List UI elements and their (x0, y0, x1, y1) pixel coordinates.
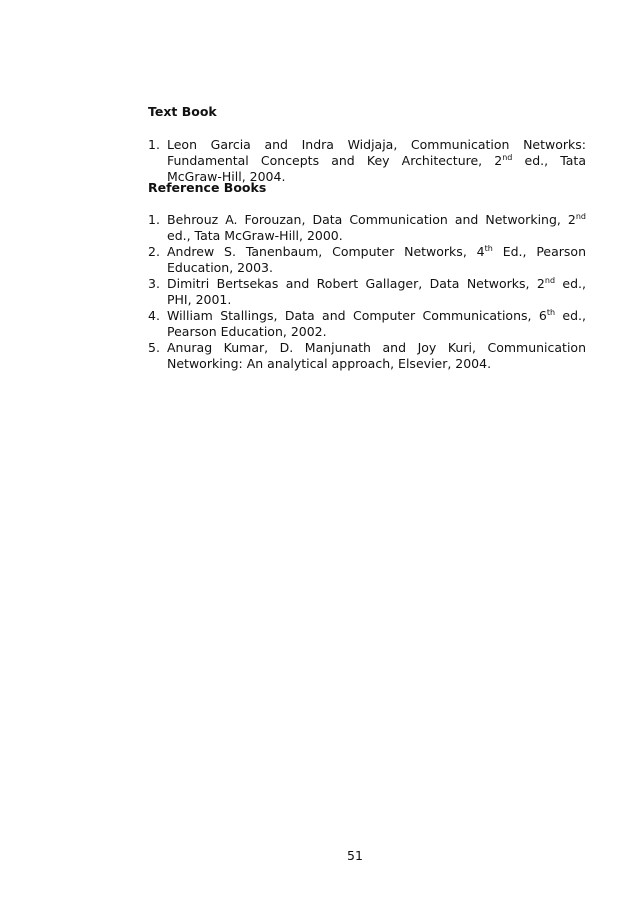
item-superscript: nd (575, 211, 586, 221)
item-text-rest: ed., Pearson Education, 2002. (167, 308, 587, 339)
list-item (148, 137, 586, 185)
item-text (167, 137, 586, 185)
item-text (167, 276, 586, 308)
list-item (148, 276, 586, 308)
item-text-rest: ed., PHI, 2001. (167, 276, 587, 307)
item-number: 3. (148, 276, 160, 291)
item-text-main: Andrew S. Tanenbaum, Computer Networks, 4 (167, 244, 485, 259)
reference-books-list (148, 212, 586, 372)
item-text-main: Behrouz A. Forouzan, Data Communication and Networking, 2 (167, 212, 576, 227)
list-item (148, 244, 586, 276)
item-text-rest: Ed., Pearson Education, 2003. (167, 244, 586, 275)
item-text-main: William Stallings, Data and Computer Communications, 6 (167, 308, 547, 323)
item-text-rest: ed., Tata McGraw-Hill, 2004. (167, 153, 586, 184)
item-text (167, 212, 586, 244)
list-item (148, 340, 586, 372)
text-book-heading: Text Book (148, 104, 217, 119)
item-number: 4. (148, 308, 160, 323)
item-text-main: Leon Garcia and Indra Widjaja, Communication Networks: Fundamental Concepts and Key Architecture, 2 (167, 137, 586, 168)
item-text (167, 244, 586, 276)
list-item (148, 212, 586, 244)
item-text-main: Dimitri Bertsekas and Robert Gallager, Data Networks, 2 (167, 276, 545, 291)
item-number: 1. (148, 212, 160, 227)
item-superscript: th (484, 243, 493, 253)
item-number: 5. (148, 340, 160, 355)
item-superscript: nd (502, 152, 513, 162)
page-number: 51 (347, 848, 363, 863)
reference-books-heading: Reference Books (148, 180, 267, 195)
item-superscript: nd (544, 275, 556, 285)
item-number: 1. (148, 137, 160, 152)
item-text-main: Anurag Kumar, D. Manjunath and Joy Kuri, Communication Networking: An analytical approach, Elsevier, 2004. (167, 340, 586, 371)
item-text-rest: ed., Tata McGraw-Hill, 2000. (167, 228, 343, 243)
list-item (148, 308, 586, 340)
text-book-list (148, 137, 586, 185)
item-number: 2. (148, 244, 160, 259)
item-superscript: th (546, 307, 556, 317)
item-text (167, 340, 586, 372)
item-text (167, 308, 586, 340)
